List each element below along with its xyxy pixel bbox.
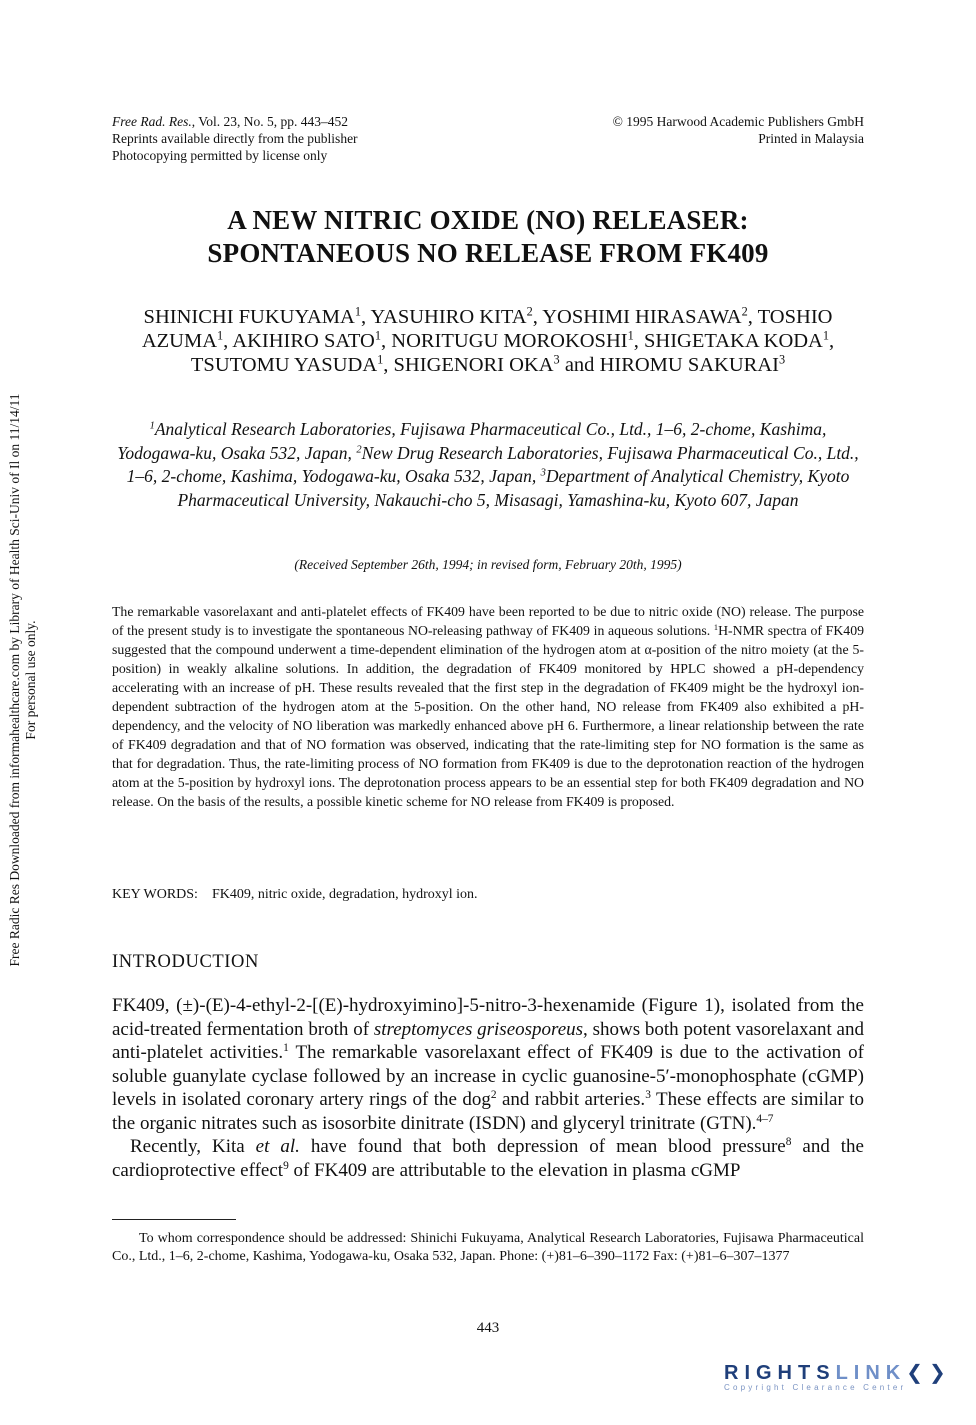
author-name: AKIHIRO SATO <box>232 330 375 352</box>
publisher-header <box>613 113 864 147</box>
author-list <box>112 305 864 377</box>
author-affiliation-sup: 3 <box>778 352 786 367</box>
author-name: HIROMU SAKURAI <box>599 354 779 376</box>
author-separator: , <box>747 306 758 328</box>
ref-9: 9 <box>283 1159 289 1172</box>
author-separator: , <box>223 330 233 352</box>
rightslink-arrow-icon: ❮❯ <box>906 1362 952 1384</box>
affiliation-text: Analytical Research Laboratories, Fujisawa Pharmaceutical Co., Ltd., 1–6, 2-chome, Kashima, Yodogawa-ku, Osaka 532, Japan, <box>117 419 827 463</box>
affiliation-sup: 1 <box>149 420 155 432</box>
footnote-divider <box>112 1219 236 1220</box>
intro-paragraph-2: Recently, Kita et al. have found that both depression of mean blood pressure$^8$ and the cardioprotective effect$^9$ of FK409 are attributable to the elevation in plasma cGMP <box>112 1136 864 1181</box>
abstract-part-1: The remarkable vasorelaxant and anti-platelet effects of FK409 have been reported to be due to nitric oxide (NO) release. The purpose of the present study is to investigate the spontaneous NO-releasing pathway of FK409 in aqueous solutions. <box>112 604 864 638</box>
introduction-body <box>112 994 864 1182</box>
author-separator: , <box>633 330 644 352</box>
rightslink-logo-light: LINK <box>835 1362 907 1384</box>
author-separator: and <box>559 354 600 376</box>
affiliation-text: Department of Analytical Chemistry, Kyoto Pharmaceutical University, Nakauchi-cho 5, Misasagi, Yamashina-ku, Kyoto 607, Japan <box>177 466 850 510</box>
author-separator: , <box>383 354 394 376</box>
section-heading-introduction: INTRODUCTION <box>112 952 259 972</box>
author-affiliation-sup: 1 <box>354 304 361 319</box>
title-line-2: SPONTANEOUS NO RELEASE FROM FK409 <box>207 238 769 268</box>
ref-1: 1 <box>283 1042 289 1055</box>
ref-4-7: 4–7 <box>756 1112 774 1125</box>
intro-paragraph-1: FK409, (±)-(E)-4-ethyl-2-[(E)-hydroxyimino]-5-nitro-3-hexenamide (Figure 1), isolated from the acid-treated fermentation broth of streptomyces griseosporeus, shows both potent vasorelaxant and anti-platelet activities.$^1$ The remarkable vasorelaxant effect of FK409 is due to the activation of soluble guanylate cyclase followed by an increase in cyclic guanosine-5′-monophosphate (cGMP) levels in isolated coronary artery rings of the dog$^2$ and rabbit arteries.$^3$ These effects are similar to the organic nitrates such as isosorbite dinitrate (ISDN) and glyceryl trinitrate (GTN).$^{4-7}$ <box>112 995 864 1134</box>
keywords-label: KEY WORDS: <box>112 887 198 902</box>
ref-3: 3 <box>645 1089 651 1102</box>
author-affiliation-sup: 2 <box>526 304 533 319</box>
author-name: YASUHIRO KITA <box>370 306 527 328</box>
author-name: YOSHIMI HIRASAWA <box>542 306 742 328</box>
affiliations <box>112 418 864 512</box>
page-number: 443 <box>476 1320 500 1336</box>
rightslink-subtitle: Copyright Clearance Center <box>724 1383 907 1392</box>
keywords-text: FK409, nitric oxide, degradation, hydroxyl ion. <box>211 887 478 902</box>
reprints-note: Reprints available directly from the publisher <box>112 131 358 146</box>
ref-2: 2 <box>490 1089 497 1102</box>
correspondence-footnote: To whom correspondence should be addressed: Shinichi Fukuyama, Analytical Research Laboratories, Fujisawa Pharmaceutical Co., Ltd., 1–6, 2-chome, Kashima, Yodogawa-ku, Osaka 532, Japan. Phone: (+)81–6–390–1172 Fax: (+)81–6–307–1377 <box>112 1231 864 1264</box>
download-watermark <box>0 300 46 1060</box>
author-separator: , <box>532 306 543 328</box>
author-affiliation-sup: 3 <box>553 352 560 367</box>
received-dates: (Received September 26th, 1994; in revised form, February 20th, 1995) <box>294 557 682 572</box>
affiliation-sup: 3 <box>540 467 546 479</box>
author-affiliation-sup: 1 <box>374 328 382 343</box>
printed-line: Printed in Malaysia <box>758 131 864 146</box>
photocopying-note: Photocopying permitted by license only <box>112 148 328 163</box>
author-name: TSUTOMU YASUDA <box>190 354 378 376</box>
author-name: TOSHIO AZUMA <box>141 306 833 352</box>
copyright-line: © 1995 Harwood Academic Publishers GmbH <box>612 114 864 129</box>
author-separator: , <box>360 306 371 328</box>
abstract <box>112 602 864 811</box>
download-notice: Free Radic Res Downloaded from informahealthcare.com by Library of Health Sci-Univ of Il on 11/14/11 <box>7 393 22 967</box>
journal-citation: , Vol. 23, No. 5, pp. 443–452 <box>191 114 348 129</box>
affiliation-sup: 2 <box>356 444 362 456</box>
author-affiliation-sup: 1 <box>377 352 384 367</box>
abstract-sup: 1 <box>713 623 719 633</box>
author-affiliation-sup: 1 <box>217 328 224 343</box>
journal-header <box>112 113 358 164</box>
author-affiliation-sup: 1 <box>627 328 634 343</box>
rightslink-logo[interactable] <box>724 1360 964 1406</box>
keywords <box>112 886 864 904</box>
ref-8: 8 <box>785 1136 792 1149</box>
author-name: SHINICHI FUKUYAMA <box>143 306 355 328</box>
paper-title <box>112 204 864 270</box>
rightslink-logo-dark: RIGHTS <box>724 1362 836 1384</box>
author-name: SHIGENORI OKA <box>393 354 554 376</box>
author-name: NORITUGU MOROKOSHI <box>391 330 628 352</box>
personal-use-notice: For personal use only. <box>23 620 38 740</box>
author-affiliation-sup: 2 <box>741 304 748 319</box>
journal-name: Free Rad. Res. <box>112 114 192 129</box>
affiliation-text: New Drug Research Laboratories, Fujisawa Pharmaceutical Co., Ltd., 1–6, 2-chome, Kashima, Yodogawa-ku, Osaka 532, Japan, <box>126 442 859 486</box>
author-separator: , <box>829 330 835 352</box>
title-line-1: A NEW NITRIC OXIDE (NO) RELEASER: <box>227 205 749 235</box>
author-name: SHIGETAKA KODA <box>644 330 823 352</box>
species-name: streptomyces griseosporeus <box>373 1018 584 1040</box>
abstract-part-2: H-NMR spectra of FK409 suggested that the compound underwent a time-dependent elimination of the hydrogen atom at α-position of the nitro moiety (at the 5-position) in weakly alkaline solutions. In addition, the degradation of FK409 monitored by HPLC showed a pH-dependency accelerating with an increase of pH. These results revealed that the first step in the degradation of FK409 might be the hydroxyl ion-dependent subtraction of the hydrogen atom at the 5-position. On the other hand, NO release from FK409 also exhibited a pH-dependency, and the velocity of NO liberation was markedly enhanced above pH 6. Furthermore, a linear relationship between the rate of FK409 degradation and that of NO formation was observed, indicating that the rate-limiting step for NO formation is the same as that for degradation. Thus, the rate-limiting process of NO formation from FK409 is due to the deprotonation reaction of the hydrogen atom at the 5-position by hydroxyl ions. The deprotonation process appears to be an essential step for both FK409 degradation and NO release. On the basis of the results, a possible kinetic scheme for NO release from FK409 is proposed. <box>112 623 864 809</box>
author-separator: , <box>381 330 392 352</box>
author-affiliation-sup: 1 <box>822 328 830 343</box>
et-al: et al. <box>255 1136 300 1157</box>
